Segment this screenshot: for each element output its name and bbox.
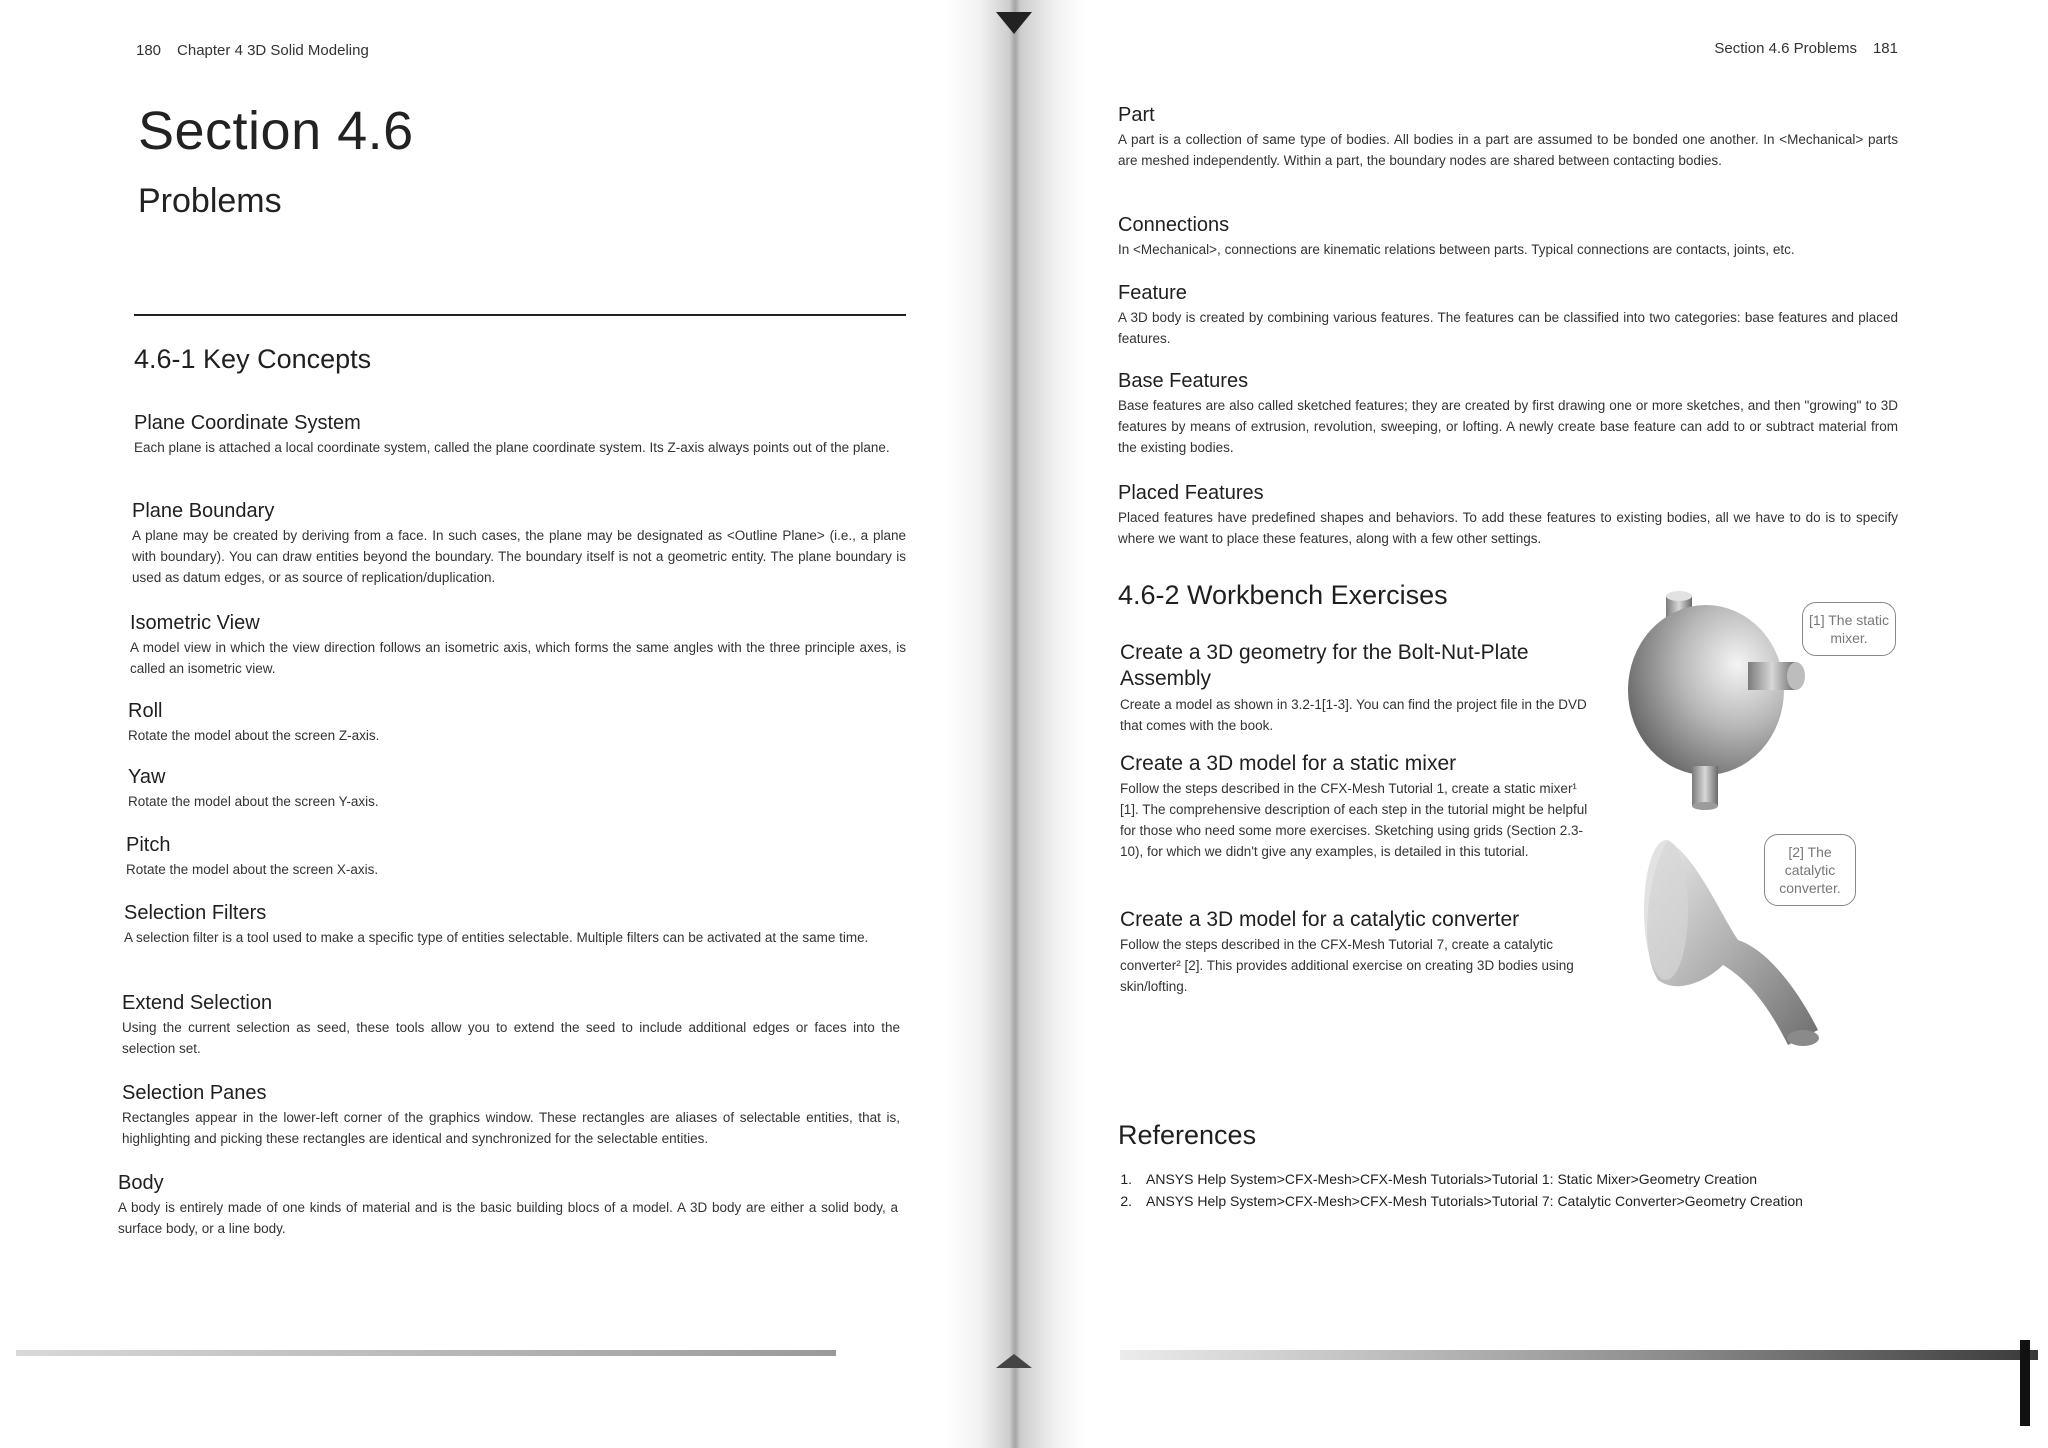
concept-term: Plane Boundary — [132, 500, 275, 522]
concept-definition: Placed features have predefined shapes and behaviors. To add these features to existing bodies, all we have to do is to specify where we want to place these features, along with a few other settings. — [1118, 510, 1898, 546]
exercise-catalytic-converter — [1120, 908, 1590, 997]
reference-text: ANSYS Help System>CFX-Mesh>CFX-Mesh Tutorials>Tutorial 7: Catalytic Converter>Geometry Creation — [1146, 1193, 1803, 1209]
reference-item — [1118, 1190, 1898, 1212]
concept-definition: In <Mechanical>, connections are kinematic relations between parts. Typical connections are contacts, joints, etc. — [1118, 242, 1795, 257]
concept-definition: A plane may be created by deriving from a face. In such cases, the plane may be designated as <Outline Plane> (i.e., a plane with boundary). You can draw entities beyond the boundary. The boundary itself is not a geometric entity. The plane boundary is used as datum edges, or as source of replication/duplication. — [132, 528, 906, 585]
references-heading: References — [1118, 1120, 1257, 1150]
right-page-number: 181 — [1872, 40, 1898, 57]
concept-term: Pitch — [126, 834, 171, 856]
left-running-head — [136, 42, 369, 59]
page-edge-mark — [2020, 1340, 2030, 1426]
section-subtitle: Problems — [138, 182, 282, 220]
exercise-bolt-nut-plate — [1120, 640, 1590, 736]
concept-roll — [128, 700, 904, 746]
exercise-text: Create a model as shown in 3.2-1[1-3]. You can find the project file in the DVD that comes with the book. — [1120, 697, 1587, 733]
workbench-exercises-heading: 4.6-2 Workbench Exercises — [1118, 580, 1448, 610]
binding-mark-top — [996, 12, 1032, 34]
exercise-title: Create a 3D model for a static mixer — [1120, 752, 1457, 775]
right-page-bottom-edge — [1120, 1350, 2038, 1360]
concept-definition: Using the current selection as seed, these tools allow you to extend the seed to include additional edges or faces into the selection set. — [122, 1020, 900, 1056]
static-mixer-figure — [1618, 590, 1818, 810]
concept-definition: Rotate the model about the screen Z-axis. — [128, 728, 380, 743]
exercise-title: Create a 3D geometry for the Bolt-Nut-Plate Assembly — [1120, 641, 1529, 690]
section-rule — [134, 314, 906, 316]
concept-pitch — [126, 834, 904, 880]
concept-term: Yaw — [128, 766, 166, 788]
concept-definition: A body is entirely made of one kinds of material and is the basic building blocs of a model. A 3D body are either a solid body, a surface body, or a line body. — [118, 1200, 898, 1236]
reference-number: 2. — [1120, 1193, 1132, 1209]
concept-base-features — [1118, 370, 1898, 458]
concept-term: Base Features — [1118, 370, 1249, 392]
concept-extend-selection — [122, 992, 900, 1059]
left-chapter-title: Chapter 4 3D Solid Modeling — [177, 42, 369, 59]
binding-mark-bottom — [996, 1354, 1032, 1368]
key-concepts-heading: 4.6-1 Key Concepts — [134, 344, 372, 374]
concept-term: Selection Filters — [124, 902, 267, 924]
right-running-head — [1714, 40, 1898, 57]
reference-text: ANSYS Help System>CFX-Mesh>CFX-Mesh Tutorials>Tutorial 1: Static Mixer>Geometry Creation — [1146, 1171, 1758, 1187]
concept-definition: Rotate the model about the screen Y-axis. — [128, 794, 379, 809]
concept-term: Part — [1118, 104, 1155, 126]
left-page-bottom-edge — [16, 1350, 836, 1356]
concept-selection-filters — [124, 902, 902, 948]
concept-term: Connections — [1118, 214, 1230, 236]
static-mixer-callout: [1] The static mixer. — [1802, 602, 1896, 656]
concept-definition: A selection filter is a tool used to make a specific type of entities selectable. Multiple filters can be activated at the same time. — [124, 930, 869, 945]
concept-yaw — [128, 766, 904, 812]
right-section-title: Section 4.6 Problems — [1714, 40, 1857, 57]
exercise-static-mixer — [1120, 752, 1590, 862]
concept-term: Extend Selection — [122, 992, 273, 1014]
catalytic-converter-callout: [2] The catalytic converter. — [1764, 834, 1856, 906]
concept-definition: Base features are also called sketched features; they are created by first drawing one or more sketches, and then "growing" to 3D features by means of extrusion, revolution, sweeping, or lofting. A newly create base feature can add to or subtract material from the existing bodies. — [1118, 398, 1898, 455]
book-gutter-shadow — [945, 0, 1085, 1448]
concept-feature — [1118, 282, 1898, 349]
exercise-text: Follow the steps described in the CFX-Mesh Tutorial 7, create a catalytic converter² [2]. This provides additional exercise on creating 3D bodies using skin/lofting. — [1120, 937, 1574, 994]
concept-definition: A part is a collection of same type of bodies. All bodies in a part are assumed to be bonded one another. In <Mechanical> parts are meshed independently. Within a part, the boundary nodes are shared between contacting bodies. — [1118, 132, 1898, 168]
concept-plane-boundary — [132, 500, 906, 588]
exercise-text: Follow the steps described in the CFX-Mesh Tutorial 1, create a static mixer¹ [1]. The comprehensive description of each step in the tutorial might be helpful for those who need some more exercises. Sketching using grids (Section 2.3-10), for which we didn't give any examples, is detailed in this tutorial. — [1120, 781, 1588, 859]
concept-term: Placed Features — [1118, 482, 1264, 504]
concept-isometric-view — [130, 612, 906, 679]
concept-term: Isometric View — [130, 612, 260, 634]
exercise-title: Create a 3D model for a catalytic converter — [1120, 908, 1520, 931]
concept-definition: Each plane is attached a local coordinate system, called the plane coordinate system. Its Z-axis always points out of the plane. — [134, 440, 890, 455]
concept-body — [118, 1172, 898, 1239]
concept-definition: A 3D body is created by combining various features. The features can be classified into two categories: base features and placed features. — [1118, 310, 1898, 346]
concept-definition: Rectangles appear in the lower-left corner of the graphics window. These rectangles are aliases of selectable entities, that is, highlighting and picking these rectangles are identical and synchronized for the selectable entities. — [122, 1110, 900, 1146]
section-title: Section 4.6 — [138, 101, 414, 161]
concept-term: Roll — [128, 700, 163, 722]
concept-placed-features — [1118, 482, 1898, 549]
left-page-number: 180 — [136, 42, 162, 59]
concept-part — [1118, 104, 1898, 171]
concept-plane-coordinate-system — [134, 412, 906, 458]
concept-selection-panes — [122, 1082, 900, 1149]
reference-number: 1. — [1120, 1171, 1132, 1187]
concept-connections — [1118, 214, 1898, 260]
concept-term: Plane Coordinate System — [134, 412, 361, 434]
references-list — [1118, 1168, 1898, 1212]
concept-definition: A model view in which the view direction follows an isometric axis, which forms the same angles with the three principle axes, is called an isometric view. — [130, 640, 906, 676]
concept-term: Feature — [1118, 282, 1187, 304]
concept-term: Selection Panes — [122, 1082, 267, 1104]
concept-definition: Rotate the model about the screen X-axis. — [126, 862, 379, 877]
reference-item — [1118, 1168, 1898, 1190]
concept-term: Body — [118, 1172, 164, 1194]
